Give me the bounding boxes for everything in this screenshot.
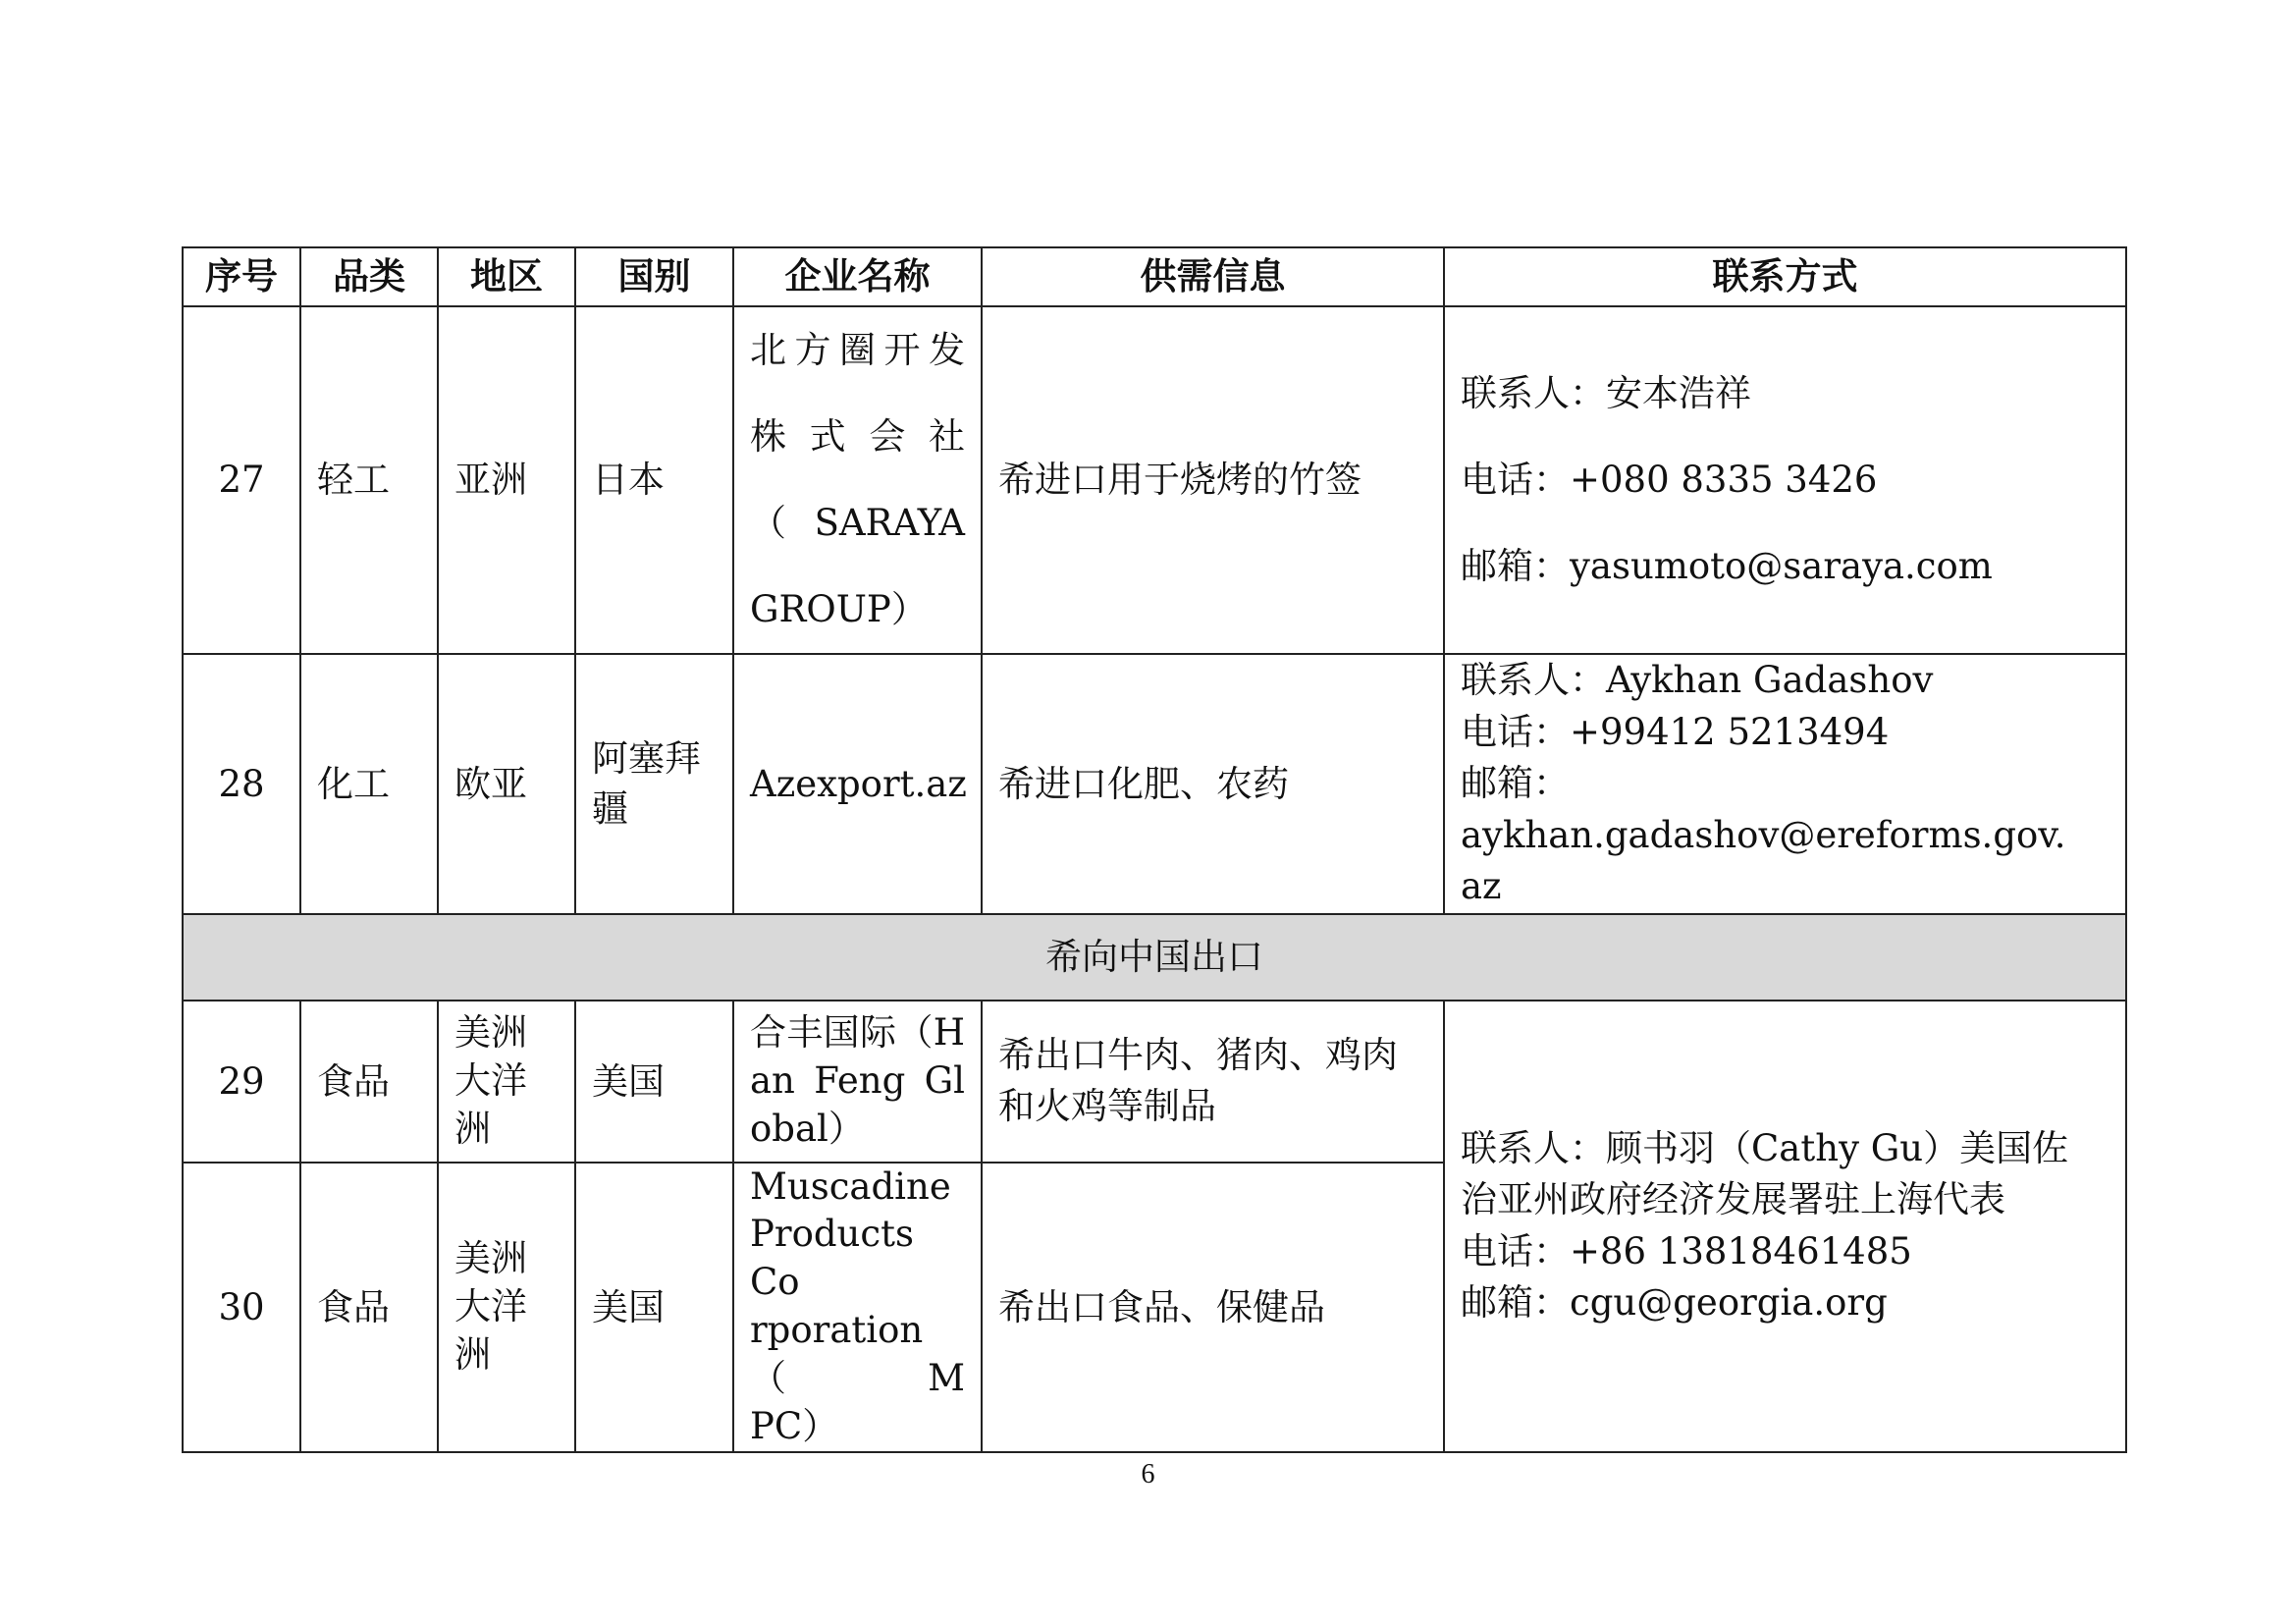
contact-email-cont: az (1461, 865, 1502, 908)
region-line: 大洋 (454, 1058, 527, 1102)
company-line: rporation（M (750, 1309, 965, 1399)
row-category: 化工 (300, 654, 438, 914)
contact-phone: 电话：+99412 5213494 (1461, 710, 1890, 753)
row-company (733, 1001, 982, 1163)
header-no: 序号 (183, 247, 300, 306)
section-row (183, 914, 2126, 1001)
region-line: 洲 (454, 1107, 491, 1150)
row-contact (1444, 654, 2126, 914)
company-line: 合丰国际（H (750, 1010, 965, 1054)
row-info (982, 1001, 1444, 1163)
info-line: 和火鸡等制品 (998, 1085, 1216, 1128)
row-company (733, 306, 982, 654)
region-line: 大洋 (454, 1284, 527, 1327)
row-country: 日本 (575, 306, 733, 654)
header-region: 地区 (438, 247, 575, 306)
table-row (183, 1001, 2126, 1163)
contact-person: 联系人：安本浩祥 (1461, 372, 1751, 414)
table-header-row (183, 247, 2126, 306)
row-region: 亚洲 (438, 306, 575, 654)
info-line: 希出口牛肉、猪肉、鸡肉 (998, 1034, 1398, 1077)
row-info: 希进口用于烧烤的竹签 (982, 306, 1444, 654)
shared-contact (1444, 1001, 2126, 1452)
header-country: 国别 (575, 247, 733, 306)
row-category: 轻工 (300, 306, 438, 654)
company-line: 北方圈开发 (750, 329, 965, 371)
row-no: 28 (183, 654, 300, 914)
country-line: 疆 (592, 787, 628, 831)
company-line: （ SARAYA (750, 502, 965, 544)
company-line: PC） (750, 1404, 839, 1447)
row-region (438, 1001, 575, 1163)
row-country: 美国 (575, 1001, 733, 1163)
contact-person: 联系人：Aykhan Gadashov (1461, 659, 1934, 701)
region-line: 洲 (454, 1332, 491, 1376)
supply-demand-table (182, 246, 2127, 1453)
header-info: 供需信息 (982, 247, 1444, 306)
contact-person: 联系人：顾书羽（Cathy Gu）美国佐 (1461, 1126, 2069, 1169)
row-no: 27 (183, 306, 300, 654)
header-category: 品类 (300, 247, 438, 306)
country-line: 阿塞拜 (592, 737, 701, 781)
header-contact: 联系方式 (1444, 247, 2126, 306)
row-no: 29 (183, 1001, 300, 1163)
company-line: obal） (750, 1107, 865, 1150)
company-line: GROUP） (750, 588, 928, 630)
row-category: 食品 (300, 1163, 438, 1452)
region-line: 美洲 (454, 1010, 527, 1054)
row-region (438, 1163, 575, 1452)
company-line: 株式会社 (750, 415, 965, 458)
company-line: Muscadine (750, 1164, 951, 1208)
contact-email: 邮箱：aykhan.gadashov@ereforms.gov. (1461, 762, 2066, 856)
row-info: 希进口化肥、农药 (982, 654, 1444, 914)
row-region: 欧亚 (438, 654, 575, 914)
header-company: 企业名称 (733, 247, 982, 306)
region-line: 美洲 (454, 1236, 527, 1279)
section-title: 希向中国出口 (183, 914, 2126, 1001)
contact-person-cont: 治亚州政府经济发展署驻上海代表 (1461, 1178, 2005, 1221)
contact-email: 邮箱：yasumoto@saraya.com (1461, 545, 1993, 587)
company-line: Products Co (750, 1213, 914, 1304)
table-row (183, 654, 2126, 914)
company-line: an Feng Gl (750, 1058, 965, 1102)
row-info: 希出口食品、保健品 (982, 1163, 1444, 1452)
table-row (183, 306, 2126, 654)
contact-phone: 电话：+86 13818461485 (1461, 1229, 1912, 1272)
row-no: 30 (183, 1163, 300, 1452)
row-country: 美国 (575, 1163, 733, 1452)
row-contact (1444, 306, 2126, 654)
row-country (575, 654, 733, 914)
row-category: 食品 (300, 1001, 438, 1163)
contact-email: 邮箱：cgu@georgia.org (1461, 1281, 1888, 1325)
contact-phone: 电话：+080 8335 3426 (1461, 459, 1878, 501)
page-number: 6 (1141, 1459, 1155, 1489)
row-company (733, 1163, 982, 1452)
row-company: Azexport.az (733, 654, 982, 914)
